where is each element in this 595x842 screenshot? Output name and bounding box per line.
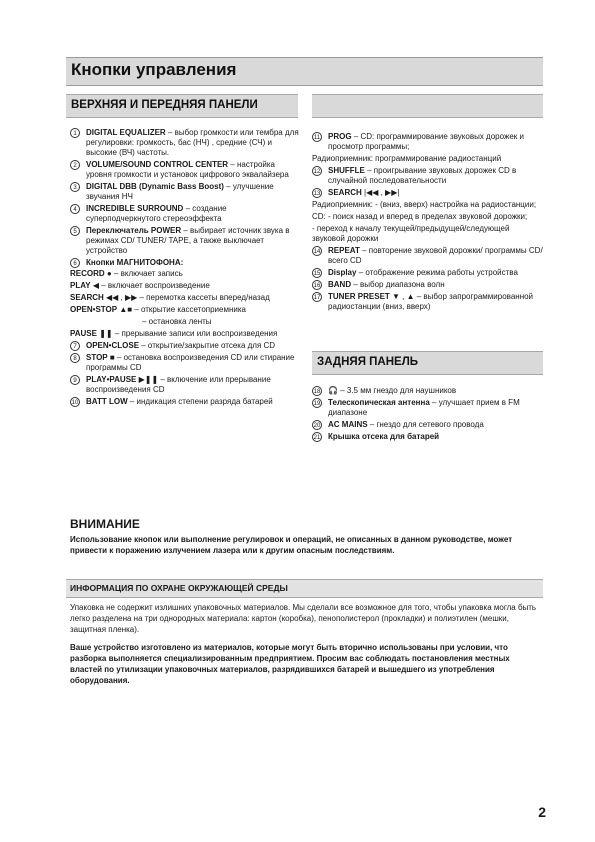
- list-item: [70, 281, 300, 291]
- env-title-bar: [66, 579, 543, 598]
- control-symbol-icon: ◀◀ , ▶▶: [103, 293, 138, 302]
- list-item: [70, 375, 300, 395]
- right-column: [312, 132, 544, 314]
- list-item: [312, 224, 544, 244]
- env-text-packaging: Упаковка не содержит излишних упаковочных материалов. Мы сделали все возможное для того, чтобы упаковка могла быть легко разделена на три однородных материала: картон (коробка), пенополистерол (прокладки) и полиэтилен (мешки, защитная пленка).: [70, 603, 537, 634]
- item-description: – перемотка кассеты вперед/назад: [137, 293, 270, 302]
- item-label: Переключатель POWER: [86, 226, 182, 235]
- list-item: [312, 188, 544, 198]
- list-item: [70, 317, 300, 327]
- rear-column: [312, 386, 544, 444]
- item-number-circle: 12: [312, 166, 322, 176]
- list-item: [312, 132, 544, 152]
- warning-text: Использование кнопок или выполнение регулировок и операций, не описанных в данном руководстве, может привести к поражению излучением лазера или к другим опасным последствиям.: [70, 535, 513, 555]
- item-description: – выбор диапазона волн: [351, 280, 445, 289]
- left-column: [70, 128, 300, 409]
- item-number-circle: 11: [312, 132, 322, 142]
- item-label: Телескопическая антенна: [328, 398, 430, 407]
- list-item: [312, 280, 544, 290]
- item-description: Радиоприемник: - (вниз, вверх) настройка на радиостанции;: [312, 200, 537, 209]
- item-description: – создание суперподчеркнутого стереоэффекта: [86, 204, 227, 223]
- item-label: Крышка отсека для батарей: [328, 432, 440, 441]
- env-title: ИНФОРМАЦИЯ ПО ОХРАНЕ ОКРУЖАЮЩЕЙ СРЕДЫ: [70, 583, 288, 593]
- item-description: – 3.5 мм гнездо для наушников: [337, 386, 457, 395]
- item-description: – гнездо для сетевого провода: [367, 420, 484, 429]
- list-item: [312, 200, 544, 210]
- item-number-circle: 20: [312, 420, 322, 430]
- item-label: BAND: [328, 280, 352, 289]
- list-item: [70, 226, 300, 256]
- item-description: – прерывание записи или воспроизведения: [112, 329, 278, 338]
- list-item: [70, 353, 300, 373]
- item-description: – выбирает источник звука в режимах CD/ TUNER/ TAPE, а также выключает устройство: [86, 226, 290, 255]
- item-description: – отображение режима работы устройства: [356, 268, 518, 277]
- item-description: – открытие/закрытие отсека для CD: [139, 341, 276, 350]
- control-symbol-icon: ◀: [90, 281, 99, 290]
- item-label: DIGITAL EQUALIZER: [86, 128, 166, 137]
- list-item: [312, 212, 544, 222]
- item-number-circle: 1: [70, 128, 80, 138]
- list-item: [312, 166, 544, 186]
- list-item: [312, 154, 544, 164]
- list-item: [70, 128, 300, 158]
- item-description: – выбор громкости или тембра для регулировки: громкость, бас (НЧ) , средние (СЧ) и высокие (ВЧ) частоты.: [86, 128, 299, 157]
- item-number-circle: 10: [70, 397, 80, 407]
- item-description: – включает воспроизведение: [98, 281, 210, 290]
- list-item: [312, 268, 544, 278]
- item-number-circle: 19: [312, 398, 322, 408]
- page-title-bar: [66, 57, 543, 86]
- item-label: PAUSE: [70, 329, 97, 338]
- item-description: CD: - поиск назад и вперед в пределах звуковой дорожки;: [312, 212, 528, 221]
- list-item: [70, 293, 300, 303]
- section-title-front-panel: ВЕРХНЯЯ И ПЕРЕДНЯЯ ПАНЕЛИ: [71, 99, 258, 111]
- item-label: STOP: [86, 353, 108, 362]
- item-number-circle: 17: [312, 292, 322, 302]
- item-label: Кнопки МАГНИТОФОНА:: [86, 258, 184, 267]
- item-number-circle: 14: [312, 246, 322, 256]
- item-number-circle: 3: [70, 182, 80, 192]
- control-symbol-icon: ▲■: [117, 305, 133, 314]
- item-label: SHUFFLE: [328, 166, 365, 175]
- item-description: Радиоприемник: программирование радиостанций: [312, 154, 502, 163]
- item-description: – улучшает прием в FM диапазоне: [328, 398, 520, 417]
- item-description: – включение или прерывание воспроизведения CD: [86, 375, 271, 394]
- item-description: – остановка ленты: [142, 317, 212, 326]
- page-number: 2: [538, 804, 546, 820]
- list-item: [70, 329, 300, 339]
- item-number-circle: 4: [70, 204, 80, 214]
- list-item: [70, 182, 300, 202]
- list-item: [70, 305, 300, 315]
- item-description: – остановка воспроизведения CD или стирание программы CD: [86, 353, 295, 372]
- control-symbol-icon: |◀◀ , ▶▶|: [361, 188, 400, 197]
- list-item: [70, 341, 300, 351]
- item-label: Display: [328, 268, 357, 277]
- item-description: – индикация степени разряда батарей: [127, 397, 273, 406]
- list-item: [312, 246, 544, 266]
- env-text-recycling: Ваше устройство изготовлено из материалов, которые могут быть вторично использованы при условии, что разборка выполняется специализированным предприятием. Просим вас соблюдать постановления местных властей по утилизации упаковочных материалов, разрядившихся батарей и вышедшего из употребления оборудования.: [70, 643, 510, 685]
- item-number-circle: 18: [312, 386, 322, 396]
- item-label: AC MAINS: [328, 420, 368, 429]
- list-item: [70, 204, 300, 224]
- list-item: [312, 432, 544, 442]
- control-symbol-icon: ❚❚: [96, 329, 113, 338]
- item-number-circle: 16: [312, 280, 322, 290]
- item-label: OPEN•STOP: [70, 305, 118, 314]
- list-item: [312, 292, 544, 312]
- list-item: [312, 420, 544, 430]
- item-label: BATT LOW: [86, 397, 128, 406]
- item-label: VOLUME/SOUND CONTROL CENTER: [86, 160, 229, 169]
- item-number-circle: 7: [70, 341, 80, 351]
- item-number-circle: 9: [70, 375, 80, 385]
- item-description: – включает запись: [111, 269, 183, 278]
- item-number-circle: 2: [70, 160, 80, 170]
- list-item: [312, 386, 544, 396]
- warning-title: ВНИМАНИЕ: [70, 517, 140, 531]
- control-symbol-icon: ▶❚❚: [136, 375, 159, 384]
- item-description: - переход к началу текущей/предыдущей/следующей звуковой дорожки: [312, 224, 510, 243]
- list-item: [70, 160, 300, 180]
- item-label: INCREDIBLE SURROUND: [86, 204, 184, 213]
- list-item: [70, 258, 300, 268]
- item-label: DIGITAL DBB (Dynamic Bass Boost): [86, 182, 224, 191]
- item-description: – выбор запрограммированной радиостанции (вниз, вверх): [328, 292, 534, 311]
- item-number-circle: 13: [312, 188, 322, 198]
- item-number-circle: 6: [70, 258, 80, 268]
- control-symbol-icon: ▼ , ▲: [389, 292, 415, 301]
- list-item: [70, 397, 300, 407]
- section-title-rear-panel: ЗАДНЯЯ ПАНЕЛЬ: [317, 356, 419, 368]
- item-number-circle: 8: [70, 353, 80, 363]
- item-description: – CD: программирование звуковых дорожек и просмотр программы;: [328, 132, 524, 151]
- item-description: – открытие кассетоприемника: [132, 305, 246, 314]
- page-title: Кнопки управления: [71, 60, 237, 79]
- item-number-circle: 15: [312, 268, 322, 278]
- item-label: SEARCH: [328, 188, 362, 197]
- section-bar-front-panel: [66, 94, 298, 118]
- item-label: PLAY: [70, 281, 91, 290]
- item-label: PLAY•PAUSE: [86, 375, 137, 384]
- item-description: – улучшение звучания НЧ: [86, 182, 274, 201]
- item-description: – проигрывание звуковых дорожек CD в случайной последовательности: [328, 166, 517, 185]
- control-symbol-icon: 🎧: [328, 386, 338, 395]
- section-bar-rear-panel: [312, 351, 543, 375]
- control-symbol-icon: ●: [104, 269, 112, 278]
- item-label: PROG: [328, 132, 352, 141]
- item-description: – настройка уровня громкости и установок цифрового эквалайзера: [86, 160, 289, 179]
- item-label: RECORD: [70, 269, 105, 278]
- item-label: TUNER PRESET: [328, 292, 390, 301]
- item-number-circle: 5: [70, 226, 80, 236]
- item-label: REPEAT: [328, 246, 360, 255]
- list-item: [70, 269, 300, 279]
- list-item: [312, 398, 544, 418]
- item-description: – повторение звуковой дорожки/ программы CD/всего CD: [328, 246, 543, 265]
- item-label: OPEN•CLOSE: [86, 341, 140, 350]
- item-number-circle: 21: [312, 432, 322, 442]
- item-label: SEARCH: [70, 293, 104, 302]
- control-symbol-icon: ■: [107, 353, 115, 362]
- section-bar-right: [312, 94, 543, 118]
